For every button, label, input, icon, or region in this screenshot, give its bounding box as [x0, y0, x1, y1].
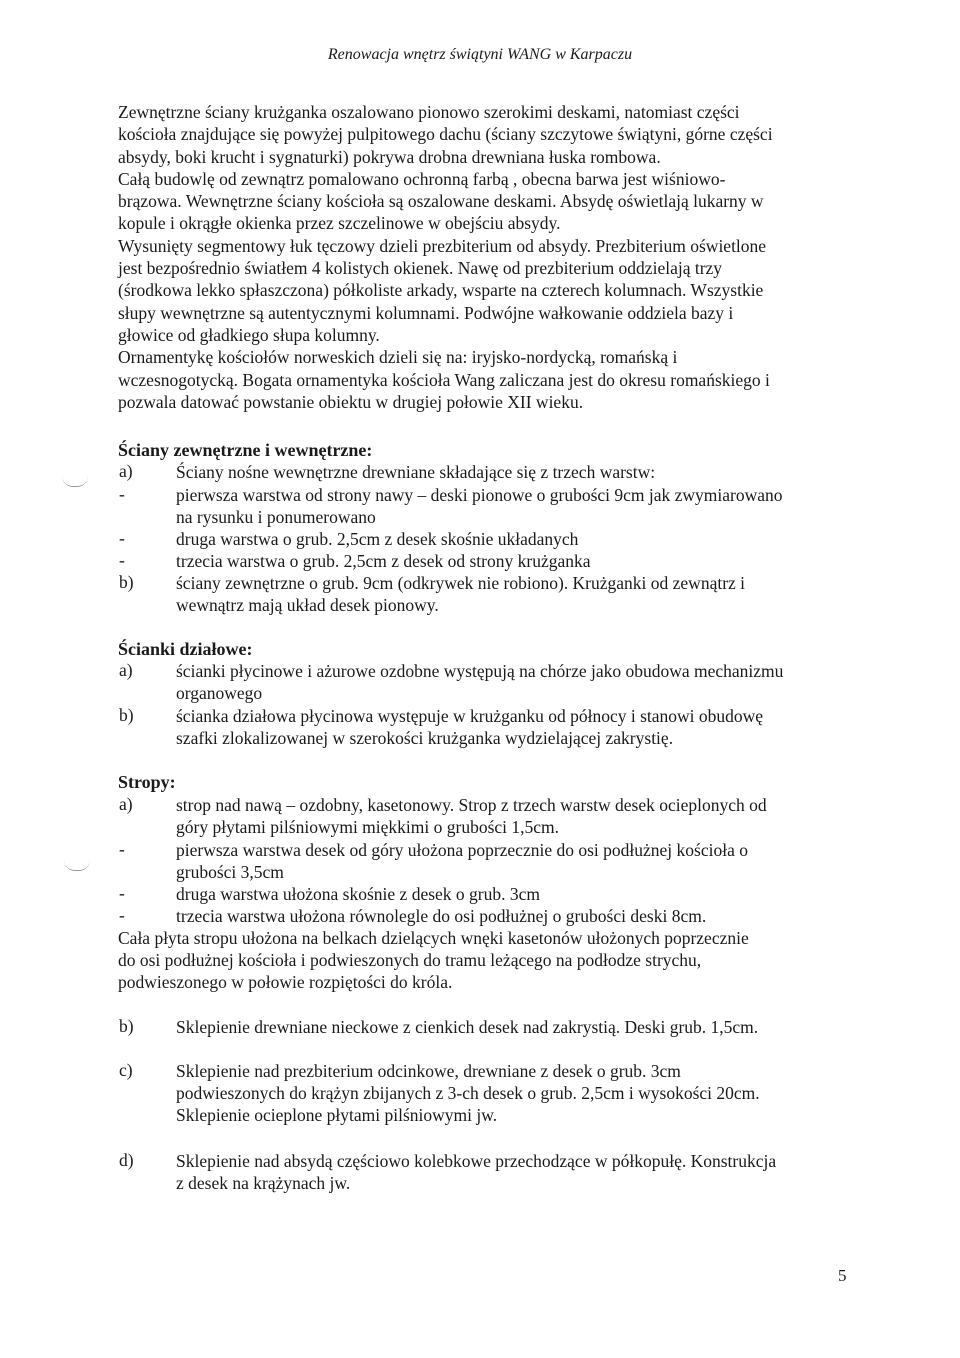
text-line: do osi podłużnej kościoła i podwieszonych do tramu leżącego na podłodze strychu, — [118, 950, 702, 970]
text-line: kopule i okrągłe okienka przez szczelinowe w obejściu absydy. — [118, 213, 561, 234]
text-line: ścianki płycinowe i ażurowe ozdobne występują na chórze jako obudowa mechanizmu — [176, 661, 784, 681]
text-line: Cała płyta stropu ułożona na belkach dzielących wnęki kasetonów ułożonych poprzecznie — [118, 928, 749, 948]
text-line: trzecia warstwa ułożona równolegle do osi podłużnej o grubości deski 8cm. — [176, 906, 707, 926]
text-line: Sklepienie ocieplone płytami pilśniowymi jw. — [176, 1105, 498, 1125]
list-marker: a) — [119, 461, 133, 481]
list-marker: - — [119, 905, 125, 925]
text-line: podwieszonego w połowie rozpiętości do króla. — [118, 972, 453, 992]
ceilings-paragraph — [118, 927, 749, 993]
list-marker: a) — [119, 660, 133, 680]
text-line: wczesnogotycką. Bogata ornamentyka kościoła Wang zaliczana jest do okresu romańskiego i — [118, 369, 770, 390]
page-number: 5 — [838, 1266, 847, 1285]
text-line: trzecia warstwa o grub. 2,5cm z desek od strony krużganka — [176, 551, 591, 571]
text-line: głowice od gładkiego słupa kolumny. — [118, 324, 380, 345]
list-marker: d) — [119, 1150, 134, 1170]
section-heading-walls: Ściany zewnętrzne i wewnętrzne: — [118, 440, 373, 460]
text-line: pierwsza warstwa od strony nawy – deski pionowe o grubości 9cm jak zwymiarowano — [176, 485, 783, 505]
text-line: pozwala datować powstanie obiektu w drugiej połowie XII wieku. — [118, 391, 584, 412]
text-line: Całą budowlę od zewnątrz pomalowano ochronną farbą , obecna barwa jest wiśniowo- — [118, 168, 726, 189]
text-line: grubości 3,5cm — [176, 862, 284, 882]
list-marker: c) — [119, 1060, 133, 1080]
list-marker: - — [119, 550, 125, 570]
text-line: Wysunięty segmentowy łuk tęczowy dzieli prezbiterium od absydy. Prezbiterium oświetlone — [118, 235, 767, 256]
text-line: strop nad nawą – ozdobny, kasetonowy. Strop z trzech warstw desek ocieplonych od — [176, 795, 767, 815]
text-line: organowego — [176, 683, 263, 703]
text-line: Zewnętrzne ściany krużganka oszalowano pionowo szerokimi deskami, natomiast części — [118, 102, 740, 122]
text-line: góry płytami pilśniowymi miękkimi o grubości 1,5cm. — [176, 817, 560, 837]
text-line: słupy wewnętrzne są autentycznymi kolumnami. Podwójne wałkowanie oddziela bazy i — [118, 302, 734, 323]
list-marker: - — [119, 883, 125, 903]
text-line: Ściany nośne wewnętrzne drewniane składające się z trzech warstw: — [176, 462, 656, 482]
text-line: Sklepienie nad prezbiterium odcinkowe, drewniane z desek o grub. 3cm — [176, 1061, 681, 1081]
running-header: Renowacja wnętrz świątyni WANG w Karpaczu — [327, 46, 633, 63]
text-line: absydy, boki krucht i sygnaturki) pokrywa drobna drewniana łuska rombowa. — [118, 146, 661, 167]
text-line: szafki zlokalizowanej w szerokości krużganka wydzielającej zakrystię. — [176, 728, 674, 748]
text-line: kościoła znajdujące się powyżej pulpitowego dachu (ściany szczytowe świątyni, górne części — [118, 124, 773, 145]
text-line: podwieszonych do krążyn zbijanych z 3-ch desek o grub. 2,5cm i wysokości 20cm. — [176, 1083, 760, 1103]
text-line: Sklepienie nad absydą częściowo kolebkowe przechodzące w półkopułę. Konstrukcja — [176, 1151, 777, 1171]
list-marker: a) — [119, 794, 133, 814]
intro-paragraph — [118, 101, 853, 413]
punch-hole-mark — [64, 860, 90, 871]
text-line: ścianka działowa płycinowa występuje w krużganku od północy i stanowi obudowę — [176, 706, 764, 726]
text-line: Ornamentykę kościołów norweskich dzieli się na: iryjsko-nordycką, romańską i — [118, 347, 678, 368]
text-line: wewnątrz mają układ desek pionowy. — [176, 595, 439, 615]
list-marker: - — [119, 528, 125, 548]
text-line: brązowa. Wewnętrzne ściany kościoła są oszalowane deskami. Absydę oświetlają lukarny w — [118, 191, 764, 212]
list-marker: b) — [119, 1016, 134, 1036]
list-marker: b) — [119, 705, 134, 725]
text-line: pierwsza warstwa desek od góry ułożona poprzecznie do osi podłużnej kościoła o — [176, 840, 748, 860]
list-marker: - — [119, 484, 125, 504]
list-marker: - — [119, 839, 125, 859]
text-line: (środkowa lekko spłaszczona) półkoliste arkady, wsparte na czterech kolumnach. Wszystkie — [118, 280, 764, 301]
text-line: druga warstwa ułożona skośnie z desek o grub. 3cm — [176, 884, 540, 904]
text-line: Sklepienie drewniane nieckowe z cienkich desek nad zakrystią. Deski grub. 1,5cm. — [176, 1017, 759, 1037]
section-heading-ceilings: Stropy: — [118, 772, 176, 792]
text-line: na rysunku i ponumerowano — [176, 507, 376, 527]
text-line: druga warstwa o grub. 2,5cm z desek skośnie układanych — [176, 529, 579, 549]
list-marker: b) — [119, 572, 134, 592]
section-heading-partitions: Ścianki działowe: — [118, 639, 253, 659]
punch-hole-mark — [62, 476, 88, 487]
text-line: jest bezpośrednio światłem 4 kolistych okienek. Nawę od prezbiterium oddzielają trzy — [118, 258, 723, 279]
text-line: z desek na krążynach jw. — [176, 1173, 351, 1193]
text-line: ściany zewnętrzne o grub. 9cm (odkrywek nie robiono). Krużganki od zewnątrz i — [176, 573, 746, 593]
